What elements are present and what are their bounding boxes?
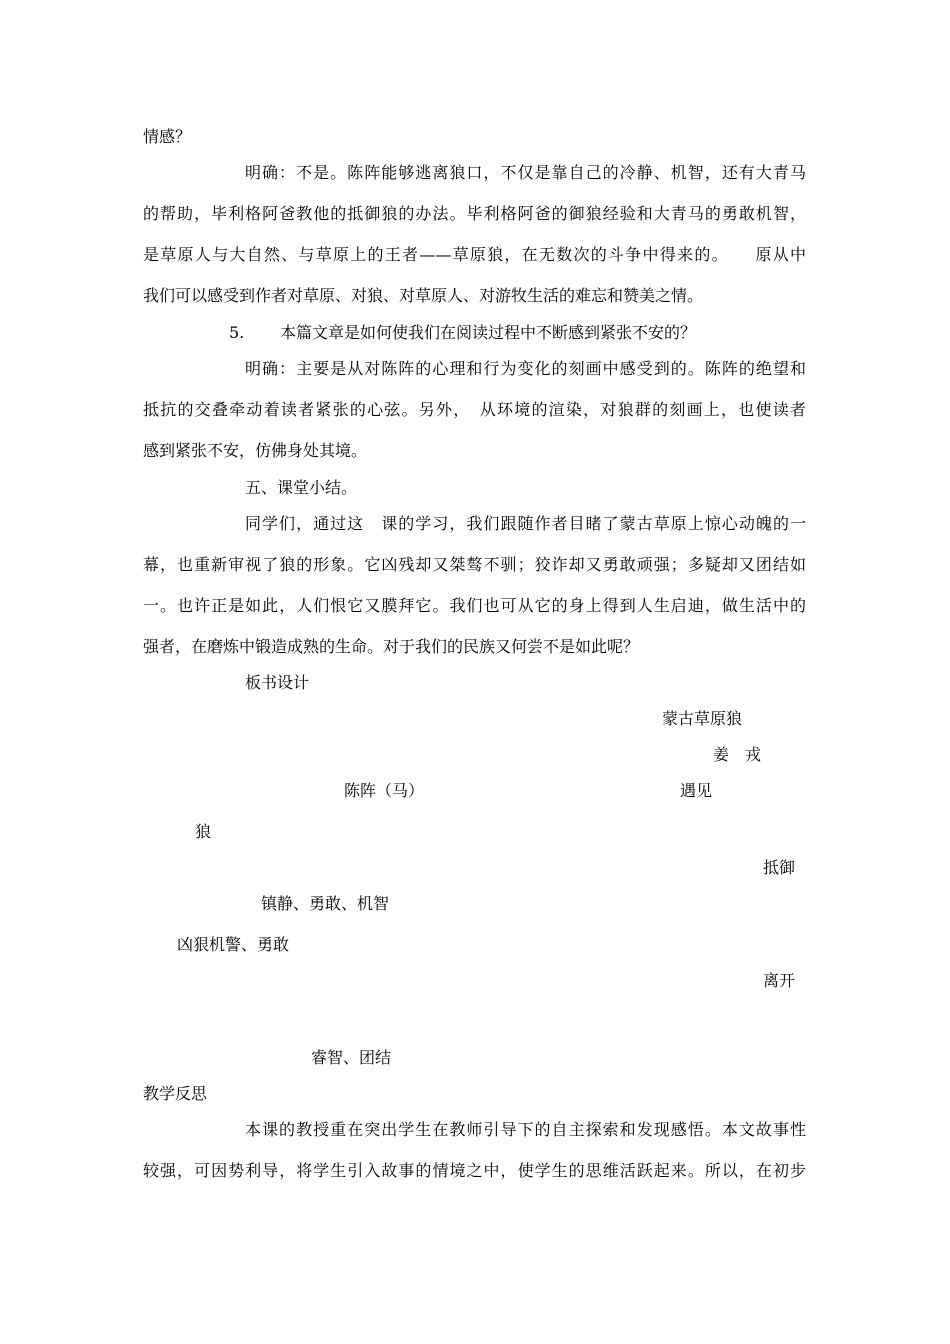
reflection-heading: 教学反思 [143, 1084, 208, 1103]
summary-heading: 五、课堂小结。 [245, 478, 358, 497]
question5-number: 5. [229, 323, 245, 342]
section4-answer-line-1: 明确：不是。陈阵能够逃离狼口，不仅是靠自己的冷静、机智，还有大青马 [245, 163, 806, 182]
question5-answer-line-2: 抵抗的交叠牵动着读者紧张的心弦。另外， 从环境的渲染，对狼群的刻画上，也使读者 [143, 400, 806, 419]
board-author: 姜 戎 [713, 745, 762, 764]
board-encounter: 遇见 [680, 781, 713, 800]
reflection-line-2: 较强，可因势利导，将学生引入故事的情境之中，使学生的思维活跃起来。所以，在初步 [143, 1161, 806, 1180]
question5-answer-line-3: 感到紧张不安，仿佛身处其境。 [143, 441, 368, 460]
board-heading: 板书设计 [245, 673, 310, 692]
section4-answer-line-2: 的帮助，毕利格阿爸教他的抵御狼的办法。毕利格阿爸的御狼经验和大青马的勇敢机智， [143, 204, 806, 223]
question5-text: 本篇文章是如何使我们在阅读过程中不断感到紧张不安的？ [280, 323, 697, 342]
summary-line-1: 同学们，通过这 课的学习，我们跟随作者目睹了蒙古草原上惊心动魄的一 [245, 514, 806, 533]
board-wolf-traits-2: 睿智、团结 [311, 1048, 392, 1067]
board-wolf-traits: 凶狠机警、勇敢 [177, 935, 290, 954]
board-chenzhen: 陈阵（马） [344, 781, 425, 800]
reflection-line-1: 本课的教授重在突出学生在教师引导下的自主探索和发现感悟。本文故事性 [245, 1120, 806, 1139]
summary-line-2: 幕，也重新审视了狼的形象。它凶残却又桀骜不驯；狡诈却又勇敢顽强；多疑却又团结如 [143, 555, 806, 574]
summary-line-3: 一。也许正是如此，人们恨它又膜拜它。我们也可从它的身上得到人生启迪，做生活中的 [143, 596, 806, 615]
section4-tail-line: 情感？ [143, 127, 192, 146]
board-title: 蒙古草原狼 [662, 709, 743, 728]
board-wolf: 狼 [195, 822, 212, 841]
board-chen-traits: 镇静、勇敢、机智 [261, 894, 390, 913]
board-resist: 抵御 [763, 858, 796, 877]
board-leave: 离开 [763, 971, 796, 990]
summary-line-4: 强者，在磨炼中锻造成熟的生命。对于我们的民族又何尝不是如此呢？ [143, 637, 640, 656]
question5-answer-line-1: 明确：主要是从对陈阵的心理和行为变化的刻画中感受到的。陈阵的绝望和 [245, 359, 806, 378]
section4-answer-line-4: 我们可以感受到作者对草原、对狼、对草原人、对游牧生活的难忘和赞美之情。 [143, 286, 704, 305]
section4-answer-line-3: 是草原人与大自然、与草原上的王者——草原狼，在无数次的斗争中得来的。 原从中 [143, 245, 806, 264]
